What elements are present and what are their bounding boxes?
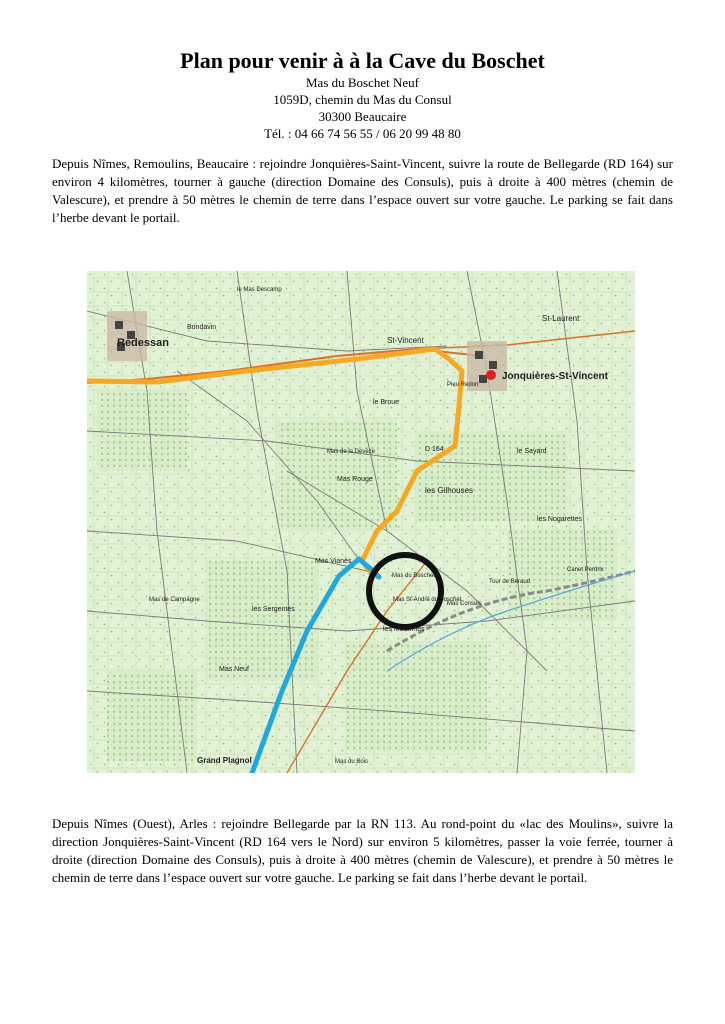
label-les-nogarettes: les Nogarettes	[537, 516, 583, 523]
label-mas-de-campagne: Mas de Campagne	[149, 597, 200, 603]
label-redessan: Redessan	[117, 337, 169, 349]
label-tour-de-beraud: Tour de Béraud	[489, 579, 531, 585]
label-les-matannes: les Matannes	[383, 626, 425, 633]
label-pieu-redon: Pieu Redon	[447, 382, 479, 388]
address-city: 30300 Beaucaire	[318, 109, 407, 124]
label-le-broue: le Broue	[373, 399, 400, 406]
label-les-sergentes: les Sergentes	[252, 606, 295, 613]
label-st-laurent: St-Laurent	[542, 314, 580, 323]
page-title: Plan pour venir à à la Cave du Boschet	[180, 48, 545, 73]
label-mas-st-andre: Mas St-André du Boschet	[393, 597, 462, 603]
map-canvas	[87, 271, 635, 773]
directions-south: Depuis Nîmes (Ouest), Arles : rejoindre Bellegarde par la RN 113. Au rond-point du «lac des Moulins», suivre la direction Jonquières-Saint-Vincent (RD 164 vers le Nord) sur environ 5 kilomètres, passer la voie ferrée, tourner à droite (direction Domaine des Consuls), puis à droite à 400 mètres (chemin de Valescure), et prendre à 50 mètres le chemin de terre dans l’espace ouvert sur votre gauche. Le parking se fait dans l’herbe devant le portail.	[52, 816, 673, 885]
address-block	[0, 74, 725, 142]
label-les-gilhouses: les Gilhouses	[425, 486, 474, 495]
label-mas-consuls: Mas Consuls	[447, 601, 482, 607]
label-grand-plagnol: Grand Plagnol	[197, 756, 252, 765]
label-canet-perdrix: Canet Perdrix	[567, 567, 604, 573]
label-mas-de-la-deveze: Mas de la Devèze	[327, 449, 376, 455]
label-le-sayard: le Sayard	[517, 448, 547, 455]
address-phone: Tél. : 04 66 74 56 55 / 06 20 99 48 80	[264, 126, 461, 141]
label-st-vincent: St-Vincent	[387, 336, 424, 345]
directions-north: Depuis Nîmes, Remoulins, Beaucaire : rejoindre Jonquières-Saint-Vincent, suivre la route de Bellegarde (RD 164) sur environ 4 kilomètres, tourner à gauche (direction Domaine des Consuls), puis à droite à 400 mètres (chemin de Valescure), et prendre à 50 mètres le chemin de terre dans l’espace ouvert sur votre gauche. Le parking se fait dans l’herbe devant le portail.	[52, 156, 673, 225]
label-rd-164: D 164	[425, 446, 444, 453]
address-street: 1059D, chemin du Mas du Consul	[273, 92, 452, 107]
village-marker	[486, 370, 496, 380]
label-mas-vianes: Mas Vianès	[315, 558, 352, 565]
label-jonquieres: Jonquières-St-Vincent	[502, 371, 608, 382]
label-mas-neuf: Mas Neuf	[219, 666, 249, 673]
label-mas-du-boschet: Mas du Boschet	[392, 573, 436, 579]
label-mas-rouge: Mas Rouge	[337, 476, 373, 483]
label-mas-du-bois: Mas du Bois	[335, 759, 369, 765]
label-bondavin: Bondavin	[187, 324, 217, 331]
label-mas-descamp: le Mas Descamp	[237, 287, 282, 293]
route-map	[87, 271, 635, 773]
address-name: Mas du Boschet Neuf	[305, 75, 419, 90]
